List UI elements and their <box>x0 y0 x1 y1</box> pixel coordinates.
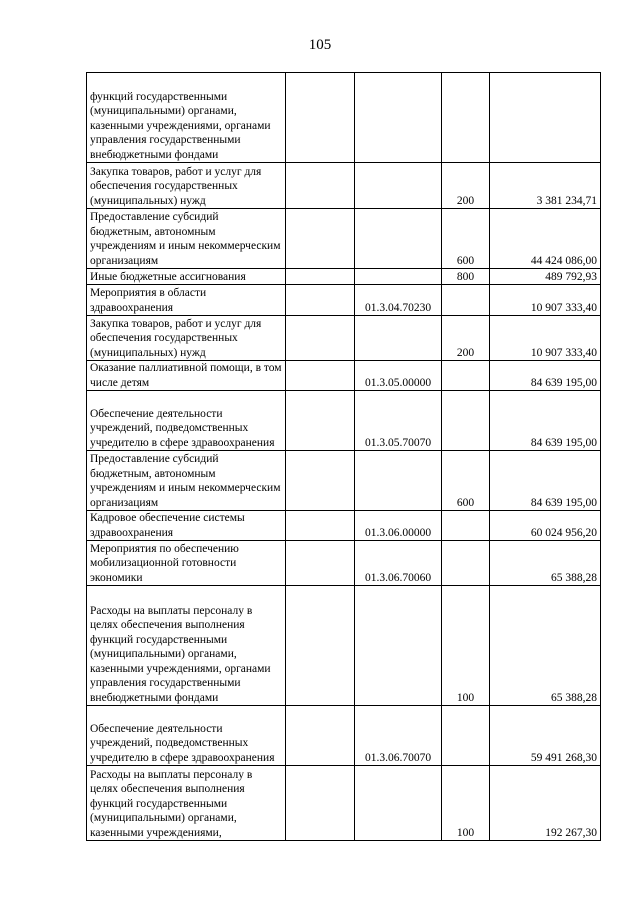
table-row <box>87 163 601 209</box>
table-row <box>87 706 601 766</box>
row-amount: 84 639 195,00 <box>490 391 601 451</box>
row-code: 01.3.04.70230 <box>355 285 442 316</box>
row-code <box>355 316 442 361</box>
table-row <box>87 269 601 285</box>
row-code: 01.3.05.70070 <box>355 391 442 451</box>
row-amount: 10 907 333,40 <box>490 285 601 316</box>
row-name: Оказание паллиативной помощи, в том числе детям <box>87 361 286 391</box>
row-name: Закупка товаров, работ и услуг для обеспечения государственных (муниципальных) нужд <box>87 163 286 209</box>
page-number: 105 <box>308 37 332 53</box>
row-type: 100 <box>442 586 490 706</box>
row-amount: 44 424 086,00 <box>490 209 601 269</box>
table-row <box>87 766 601 841</box>
table-row <box>87 391 601 451</box>
row-amount: 65 388,28 <box>490 586 601 706</box>
table-row <box>87 451 601 511</box>
row-amount: 192 267,30 <box>490 766 601 841</box>
row-code <box>355 163 442 209</box>
row-name: Обеспечение деятельности учреждений, подведомственных учредителю в сфере здравоохранения <box>87 391 286 451</box>
row-name: Обеспечение деятельности учреждений, подведомственных учредителю в сфере здравоохранения <box>87 706 286 766</box>
table-row <box>87 541 601 586</box>
row-amount: 10 907 333,40 <box>490 316 601 361</box>
table-row <box>87 316 601 361</box>
row-name: Расходы на выплаты персоналу в целях обеспечения выполнения функций государственными (муниципальными) органами, казенными учреждениями, <box>87 766 286 841</box>
row-type: 600 <box>442 209 490 269</box>
table-row <box>87 511 601 541</box>
row-amount: 60 024 956,20 <box>490 511 601 541</box>
row-type <box>442 541 490 586</box>
row-code: 01.3.05.00000 <box>355 361 442 391</box>
row-code <box>355 451 442 511</box>
row-type: 200 <box>442 163 490 209</box>
row-code: 01.3.06.70070 <box>355 706 442 766</box>
row-type <box>442 361 490 391</box>
budget-table <box>86 72 601 841</box>
row-empty-cell <box>286 511 355 541</box>
table-row <box>87 361 601 391</box>
row-name: Предоставление субсидий бюджетным, автономным учреждениям и иным некоммерческим организациям <box>87 209 286 269</box>
row-amount: 84 639 195,00 <box>490 451 601 511</box>
row-empty-cell <box>286 163 355 209</box>
row-empty-cell <box>286 766 355 841</box>
row-code: 01.3.06.70060 <box>355 541 442 586</box>
row-name: Закупка товаров, работ и услуг для обеспечения государственных (муниципальных) нужд <box>87 316 286 361</box>
table-row <box>87 285 601 316</box>
row-type: 600 <box>442 451 490 511</box>
row-amount: 3 381 234,71 <box>490 163 601 209</box>
row-name: Предоставление субсидий бюджетным, автономным учреждениям и иным некоммерческим организациям <box>87 451 286 511</box>
table-row <box>87 73 601 163</box>
row-type: 200 <box>442 316 490 361</box>
row-code <box>355 209 442 269</box>
row-amount: 65 388,28 <box>490 541 601 586</box>
row-empty-cell <box>286 73 355 163</box>
row-name: Мероприятия в области здравоохранения <box>87 285 286 316</box>
row-amount: 59 491 268,30 <box>490 706 601 766</box>
row-empty-cell <box>286 586 355 706</box>
row-amount: 489 792,93 <box>490 269 601 285</box>
row-empty-cell <box>286 541 355 586</box>
row-empty-cell <box>286 706 355 766</box>
row-empty-cell <box>286 361 355 391</box>
row-type: 100 <box>442 766 490 841</box>
row-type <box>442 285 490 316</box>
row-name: функций государственными (муниципальными) органами, казенными учреждениями, органами управления государственными внебюджетными фондами <box>87 73 286 163</box>
row-code <box>355 586 442 706</box>
row-amount: 84 639 195,00 <box>490 361 601 391</box>
row-empty-cell <box>286 316 355 361</box>
row-code <box>355 766 442 841</box>
row-type <box>442 706 490 766</box>
row-name: Расходы на выплаты персоналу в целях обеспечения выполнения функций государственными (муниципальными) органами, казенными учреждениями, органами управления государственными внебюджетными фондами <box>87 586 286 706</box>
row-empty-cell <box>286 451 355 511</box>
row-name: Иные бюджетные ассигнования <box>87 269 286 285</box>
row-name: Мероприятия по обеспечению мобилизационной готовности экономики <box>87 541 286 586</box>
row-code <box>355 73 442 163</box>
row-empty-cell <box>286 269 355 285</box>
row-empty-cell <box>286 391 355 451</box>
row-empty-cell <box>286 209 355 269</box>
table-row <box>87 586 601 706</box>
row-type <box>442 511 490 541</box>
row-code <box>355 269 442 285</box>
row-name: Кадровое обеспечение системы здравоохранения <box>87 511 286 541</box>
row-amount <box>490 73 601 163</box>
row-type: 800 <box>442 269 490 285</box>
row-type <box>442 73 490 163</box>
table-row <box>87 209 601 269</box>
row-empty-cell <box>286 285 355 316</box>
row-code: 01.3.06.00000 <box>355 511 442 541</box>
row-type <box>442 391 490 451</box>
